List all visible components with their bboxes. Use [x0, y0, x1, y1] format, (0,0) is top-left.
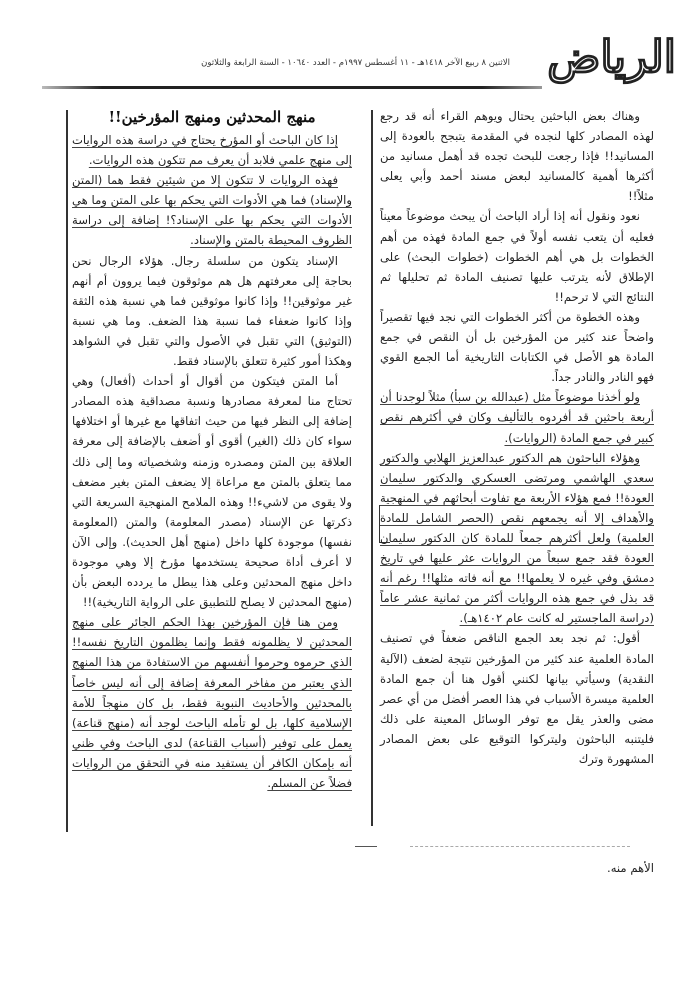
article-column-right: [380, 106, 654, 769]
end-rule: [410, 846, 630, 847]
masthead: [30, 20, 680, 100]
article-tail: الأهم منه.: [607, 861, 654, 875]
paragraph-underlined: إذا كان الباحث أو المؤرخ يحتاج في دراسة هذه الروايات إلى منهج علمي فلابد أن يعرف مم تتكون هذه الروايات.: [72, 133, 352, 168]
paragraph: الإسناد يتكون من سلسلة رجال. هؤلاء الرجال نحن بحاجة إلى معرفتهم هل هم موثوقون فيما يروون أم أنهم غير موثوقين!! وإذا كانوا موثوقين فما هي نسبة هذه الثقة وإذا كانوا ضعفاء فما نسبة هذا الضعف. وما هي نسبة (التوثيق) التي تقبل في الأصول والتي تقبل في الشواهد وهكذا أمور كثيرة تتعلق بالإسناد فقط.: [72, 253, 352, 369]
end-rule-short: [355, 846, 377, 847]
article-column-left: [72, 106, 352, 793]
masthead-rule: [42, 86, 542, 89]
paragraph: أما المتن فيتكون من أقوال أو أحداث (أفعال) وهي تحتاج منا لمعرفة مصادرها ونسبة مصداقية هذه المصادر إضافة إلى النظر فيها من حيث اتفاقها مع غيرها أو اختلافها سواء كان ذلك (الغير) أقوى أو أضعف بالإضافة إلى معرفة العلاقة بين المتن ومصدره وزمنه وشخصياته وما إلى ذلك مما يتعلق بالمتن مع مراعاة إلا يضعف المتن بغير مضعف ولا يقوى من لاشيء!! وهذه الملامح المنهجية السريعة التي ذكرتها عن الإسناد (مصدر المعلومة) والمتن (المعلومة نفسها) موجودة كلها داخل (منهج أهل الحديث). وإلى الآن لا أعرف أداة صحيحة يستخدمها مؤرخ إلا وهي موجودة داخل منهج المحدثين وعلى هذا يبطل ما يردده البعض بأن (منهج المحدثين لا يصلح للتطبيق على الرواية التاريخية)!!: [72, 374, 352, 610]
column-divider-right: [371, 110, 373, 826]
dateline: الاثنين ٨ ربيع الآخر ١٤١٨هـ - ١١ أغسطس ١٩٩٧م - العدد ١٠٦٤٠ - السنة الرابعة والثلاثون: [201, 58, 510, 68]
paragraph: نعود ونقول أنه إذا أراد الباحث أن يبحث موضوعاً معيناً فعليه أن يتعب نفسه أولاً في جمع المادة فهذه من أهم الخطوات بل هي أهم الخطوات (خطوات البحث) على الإطلاق لأنه يترتب عليها تصنيف المادة ثم تحليلها ثم النتائج التي لا ترحم!!: [380, 209, 654, 304]
paragraph: وهذه الخطوة من أكثر الخطوات التي نجد فيها تقصيراً واضحاً عند كثير من المؤرخين بل أن النقص في جمع المادة هو الأصل في الكتابات التاريخية أما الجمع القوي فهو النادر والنادر جداً.: [380, 309, 654, 385]
paragraph-underlined: فهذه الروايات لا تتكون إلا من شيئين فقط هما (المتن والإسناد) فما هي الأدوات التي يحكم بها على المتن وما هي الأدوات التي يحكم بها على الإسناد؟! إضافة إلى دراسة الظروف المحيطة بالمتن والإسناد.: [72, 173, 352, 248]
paragraph-underlined: ومن هنا فإن المؤرخين بهذا الحكم الجائر على منهج المحدثين لا يظلمونه فقط وإنما يظلمون التاريخ نفسه!! الذي حرموه وحرموا أنفسهم من الاستفادة من هذا المنهج الذي يعتبر من مفاخر المعرفة إضافة إلى أنه ليس خاصاً بالمحدثين والأحاديث النبوية فقط، بل كان منهجاً للأمة الإسلامية كلها، بل لو تأمله الباحث لوجد أنه (منهج قناعة) يعمل على توفير (أسباب القناعة) لدى الباحث وفي ظني أنه بإمكان الكافر أن يستفيد منه في التحقق من الروايات فضلاً عن المسلم.: [72, 615, 352, 790]
column-divider-left: [66, 110, 68, 832]
paragraph: وهناك بعض الباحثين يحتال ويوهم القراء أنه قد رجع لهذه المصادر كلها لنجده في المقدمة يتبجح بالعودة إلى المسانيد!! فإذا رجعت للبحث تجده قد أهمل مسانيد من أكثرها أهمية كالمسانيد لبعض مسند أحمد وأبي يعلى مثلاً!!: [380, 109, 654, 204]
paragraph-underlined: ولو أخذنا موضوعاً مثل (عبدالله بن سبأ) مثلاً لوجدنا أن أربعة باحثين قد أفردوه بالتأليف وكان في أكثرهم نقص كبير في جمع المادة (الروايات).: [380, 390, 654, 445]
section-headline: منهج المحدثين ومنهج المؤرخين!!: [108, 108, 316, 126]
newspaper-logo: الرياض: [547, 32, 676, 83]
paragraph: أقول: ثم نجد بعد الجمع الناقص ضعفاً في تصنيف المادة العلمية عند كثير من المؤرخين نتيجة لضعف (الآلية النقدية) وسيأتي بيانها لكنني أقول هنا أن جمع المادة العلمية ميسرة الأسباب في هذا العصر أفضل من أي عصر مضى والعذر يقل مع توفر الوسائل المعينة على ذلك فليتنبه الباحثون وليتركوا التوقيع على بعض المصادر المشهورة وترك: [380, 631, 654, 766]
paragraph-underlined: وهؤلاء الباحثون هم الدكتور عبدالعزيز الهلابي والدكتور سعدي الهاشمي ومرتضى العسكري والدكتور سليمان العودة!! فمع هؤلاء الأربعة مع تفاوت أبحاثهم في المنهجية والأهداف إلا أنه يجمعهم نقص (الحصر الشامل للمادة العلمية) ولعل أكثرهم جمعاً للمادة كان الدكتور سليمان العودة فقد جمع سبعاً من الروايات عثر عليها في تاريخ دمشق وفي غيره لا يعلمها!! مع أنه فاته مثلها!! رغم أنه قد بذل في جمع هذه الروايات أكثر من ثمانية عشر عاماً (دراسة الماجستير له كانت عام ١٤٠٢هـ).: [380, 450, 654, 626]
